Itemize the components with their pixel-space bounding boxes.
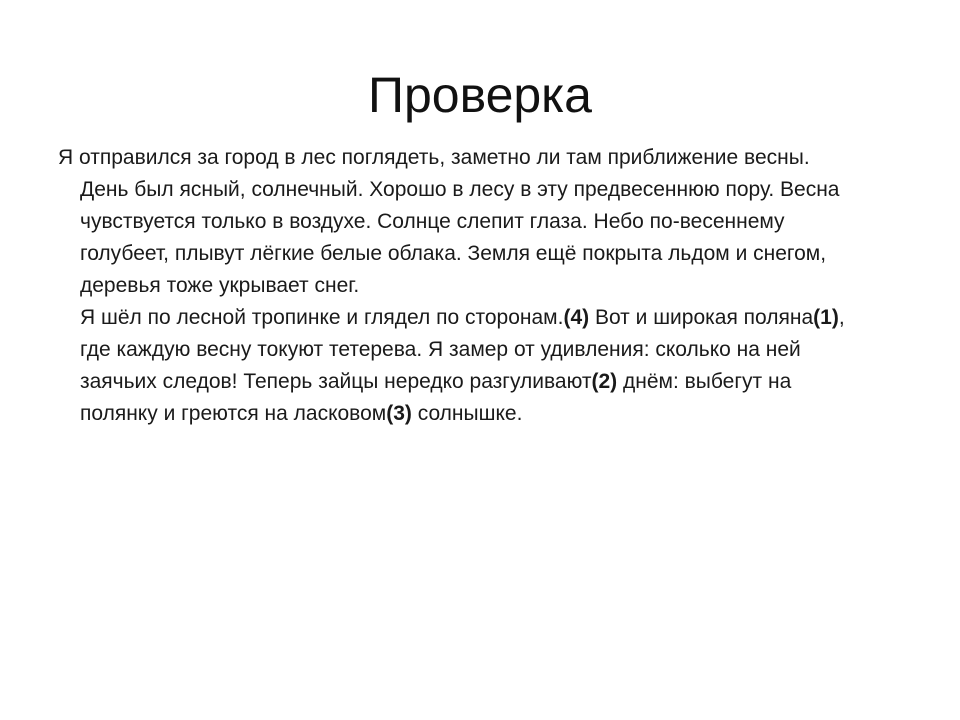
paragraph-2-segment: днём: выбегут на полянку и греются на ласковом xyxy=(80,370,792,425)
paragraph-2-segment: солнышке. xyxy=(411,402,523,425)
paragraph-2-segment: Я шёл по лесной тропинке и глядел по сторонам. xyxy=(80,306,564,329)
paragraph-2 xyxy=(58,302,858,430)
paragraph-2-segment: , где каждую весну токуют тетерева. Я замер от удивления: сколько на ней заячьих следов! Теперь зайцы нередко разгуливают xyxy=(80,306,845,393)
footnote-marker-1: (1) xyxy=(813,306,839,329)
paragraph-2-segment: Вот и широкая поляна xyxy=(589,306,814,329)
paragraph-1: Я отправился за город в лес поглядеть, заметно ли там приближение весны. День был ясный, солнечный. Хорошо в лесу в эту предвесеннюю пору. Весна чувствуется только в воздухе. Солнце слепит глаза. Небо по-весеннему голубеет, плывут лёгкие белые облака. Земля ещё покрыта льдом и снегом, деревья тоже укрывает снег. xyxy=(58,146,840,297)
slide-title: Проверка xyxy=(368,67,592,123)
body-text xyxy=(58,142,858,430)
footnote-marker-2: (2) xyxy=(591,370,618,393)
footnote-marker-4: (4) xyxy=(563,306,590,329)
footnote-marker-3: (3) xyxy=(386,402,412,425)
